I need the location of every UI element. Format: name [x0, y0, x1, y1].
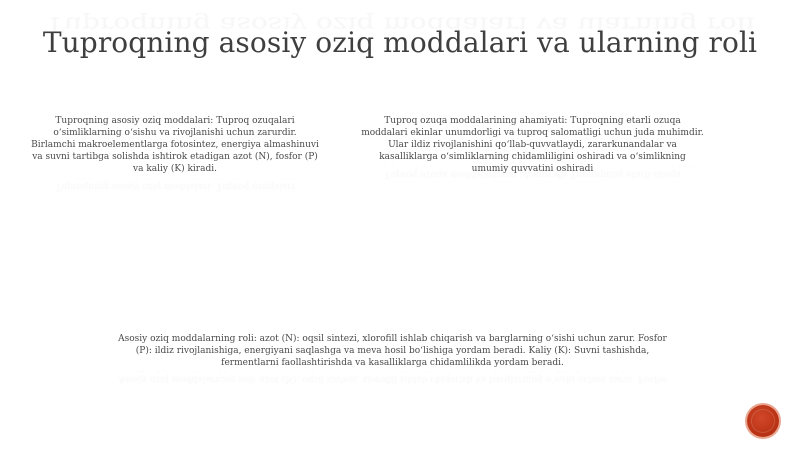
- left-text-box: Tuproqning asosiy oziq moddalari: Tuproq ozuqalari o‘simliklarning o‘sishu va rivojlanishi uchun zarurdir. Birlamchi makroelementlarga fotosintez, energiya almashinuvi va suvni tartibga solishda ishtirok etadigan azot (N), fosfor (P) va kaliy (K) kiradi.: [31, 116, 319, 174]
- right-text-box: Tuproq ozuqa moddalarining ahamiyati: Tuproqning etarli ozuqa moddalari ekinlar unumdorligi va tuproq salomatligi uchun juda muhimdir. Ular ildiz rivojlanishini qo‘llab-quvvatlaydi, zararkunandalar va kasalliklarga o‘simliklarning chidamliligini oshiradi va o‘simlikning umumiy quvvatini oshiradi: [361, 116, 704, 174]
- slideshow-nav-circle-icon: [751, 409, 775, 433]
- bottom-text-reflection: [115, 371, 670, 385]
- bottom-text-box: Asosiy oziq moddalarning roli: azot (N): oqsil sintezi, xlorofill ishlab chiqarish va barglarning o‘sishi uchun zarur. Fosfor (P): ildiz rivojlanishiga, energiyani saqlashga va meva hosil bo‘lishiga yordam beradi. Kaliy (K): Suvni tashishda, fermentlarni faollashtirishda va kasalliklarga chidamlilikda yordam beradi.: [118, 334, 667, 368]
- slide-title: Tuproqning asosiy oziq moddalari va ularning roli: [42, 26, 758, 59]
- slide-title-area: [0, 0, 800, 90]
- left-text-reflection: [30, 178, 320, 192]
- slideshow-nav-button[interactable]: [747, 405, 779, 437]
